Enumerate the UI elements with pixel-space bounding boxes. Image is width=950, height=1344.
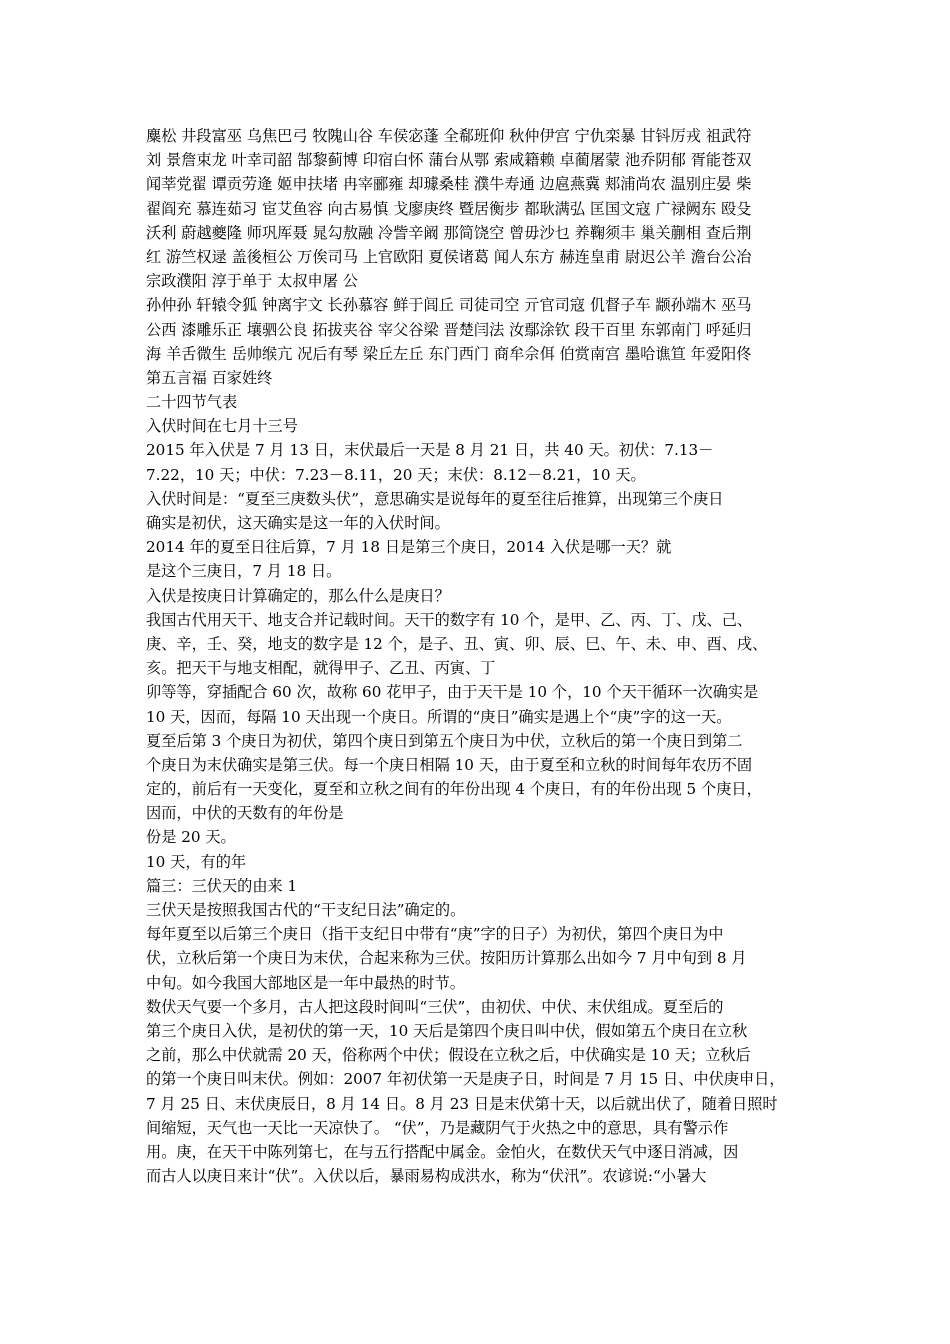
text-line: 翟阎充 慕连茹习 宦艾鱼容 向古易慎 戈廖庚终 暨居衡步 都耿满弘 匡国文寇 广禄阙东 殴殳	[146, 199, 752, 218]
text-line: 间缩短，天气也一天比一天凉快了。 “伏”，乃是藏阴气于火热之中的意思，具有警示作	[146, 1118, 729, 1137]
text-line: 卯等等，穿插配合 60 次，故称 60 花甲子，由于天干是 10 个，10 个天干循环一次确实是	[146, 683, 759, 702]
text-line: 2015 年入伏是 7 月 13 日，末伏最后一天是 8 月 21 日，共 40 天。初伏：7.13－	[146, 441, 714, 460]
text-line: 伏，立秋后第一个庚日为末伏，合起来称为三伏。按阳历计算那么出如今 7 月中旬到 8 月	[146, 949, 747, 968]
text-line: 确实是初伏，这天确实是这一年的入伏时间。	[146, 514, 450, 532]
text-line: 每年夏至以后第三个庚日（指干支纪日中带有“庚”字的日子）为初伏，第四个庚日为中	[146, 925, 724, 944]
text-line: 夏至后第 3 个庚日为初伏，第四个庚日到第五个庚日为中伏，立秋后的第一个庚日到第二	[146, 731, 743, 750]
text-line: 之前，那么中伏就需 20 天，俗称两个中伏；假设在立秋之后，中伏确实是 10 天；立秋后	[146, 1046, 751, 1065]
text-line: 亥。把天干与地支相配，就得甲子、乙丑、丙寅、丁	[146, 659, 496, 678]
text-line: 二十四节气表	[146, 393, 238, 412]
text-line: 篇三：三伏天的由来 1	[146, 876, 298, 895]
text-line: 用。庚，在天干中陈列第七，在与五行搭配中属金。金怕火，在数伏天气中逐日消减，因	[146, 1142, 739, 1161]
text-line: 定的，前后有一天变化，夏至和立秋之间有的年份出现 4 个庚日，有的年份出现 5 个庚日，	[146, 780, 762, 799]
text-line: 是这个三庚日，7 月 18 日。	[146, 562, 342, 581]
text-line: 10 天，因而，每隔 10 天出现一个庚日。所谓的“庚日”确实是遇上个“庚”字的这一天。	[146, 707, 732, 726]
text-line: 份是 20 天。	[146, 828, 236, 847]
text-line: 我国古代用天干、地支合并记载时间。天干的数字有 10 个，是甲、乙、丙、丁、戊、己、	[146, 610, 753, 629]
text-line: 而古人以庚日来计“伏”。入伏以后，暴雨易构成洪水，称为“伏汛”。农谚说:“小暑大	[146, 1167, 707, 1186]
text-line: 10 天，有的年	[146, 852, 247, 871]
text-line: 沃利 蔚越夔隆 师巩厍聂 晁勾敖融 冷訾辛阚 那简饶空 曾毋沙乜 养鞠须丰 巢关蒯相 查后荆	[146, 223, 752, 242]
text-line: 庚、辛，壬、癸，地支的数字是 12 个，是子、丑、寅、卯、辰、巳、午、未、申、酉、戌、	[146, 634, 768, 653]
text-line: 宗政濮阳 淳于单于 太叔申屠 公	[146, 272, 358, 291]
text-line: 2014 年的夏至日往后算，7 月 18 日是第三个庚日，2014 入伏是哪一天？就	[146, 538, 672, 557]
text-line: 入伏时间是：“夏至三庚数头伏”，意思确实是说每年的夏至往后推算，出现第三个庚日	[146, 489, 724, 508]
text-line: 麋松 井段富巫 乌焦巴弓 牧隗山谷 车侯宓蓬 全郗班仰 秋仲伊宫 宁仇栾暴 甘钭厉戎 祖武符	[146, 127, 752, 145]
document-page	[146, 124, 814, 1188]
text-line: 个庚日为末伏确实是第三伏。每一个庚日相隔 10 天，由于夏至和立秋的时间每年农历不固	[146, 755, 753, 774]
text-line: 刘 景詹束龙 叶幸司韶 郜黎蓟博 印宿白怀 蒲台从鄂 索咸籍赖 卓蔺屠蒙 池乔阴郁 胥能苍双	[146, 151, 752, 170]
text-line: 入伏时间在七月十三号	[146, 417, 298, 436]
text-line: 入伏是按庚日计算确定的，那么什么是庚日？	[146, 586, 450, 605]
text-line: 三伏天是按照我国古代的“干支纪日法”确定的。	[146, 901, 466, 919]
text-line: 第五言福 百家姓终	[146, 368, 273, 387]
text-line: 公西 漆雕乐正 壤驷公良 拓拔夹谷 宰父谷梁 晋楚闫法 汝鄢涂钦 段干百里 东郭南门 呼延归	[146, 320, 752, 339]
text-line: 因而，中伏的天数有的年份是	[146, 804, 344, 823]
text-line: 海 羊舌微生 岳帅缑亢 况后有琴 梁丘左丘 东门西门 商牟佘佴 伯赏南宫 墨哈谯笪 年爱阳佟	[146, 344, 752, 363]
text-line: 的第一个庚日叫末伏。例如：2007 年初伏第一天是庚子日，时间是 7 月 15 日、中伏庚申日，	[146, 1070, 785, 1089]
text-line: 中旬。如今我国大部地区是一年中最热的时节。	[146, 973, 465, 992]
text-line: 第三个庚日入伏，是初伏的第一天，10 天后是第四个庚日叫中伏，假如第五个庚日在立秋	[146, 1021, 748, 1040]
text-line: 孙仲孙 轩辕令狐 钟离宇文 长孙慕容 鲜于闾丘 司徒司空 亓官司寇 仉督子车 颛孙端木 巫马	[146, 296, 752, 315]
text-line: 红 游竺权逯 盖後桓公 万俟司马 上官欧阳 夏侯诸葛 闻人东方 赫连皇甫 尉迟公羊 澹台公冶	[146, 247, 752, 266]
text-line: 数伏天气要一个多月，古人把这段时间叫“三伏”，由初伏、中伏、末伏组成。夏至后的	[146, 997, 724, 1016]
text-line: 闻莘党翟 谭贡劳逄 姬申扶堵 冉宰郦雍 却璩桑桂 濮牛寿通 边扈燕冀 郏浦尚农 温别庄晏 柴	[146, 175, 752, 194]
text-line: 7 月 25 日、末伏庚辰日，8 月 14 日。8 月 23 日是末伏第十天，以后就出伏了，随着日照时	[146, 1094, 778, 1113]
text-line: 7.22，10 天；中伏：7.23－8.11，20 天；末伏：8.12－8.21，10 天。	[146, 465, 646, 484]
